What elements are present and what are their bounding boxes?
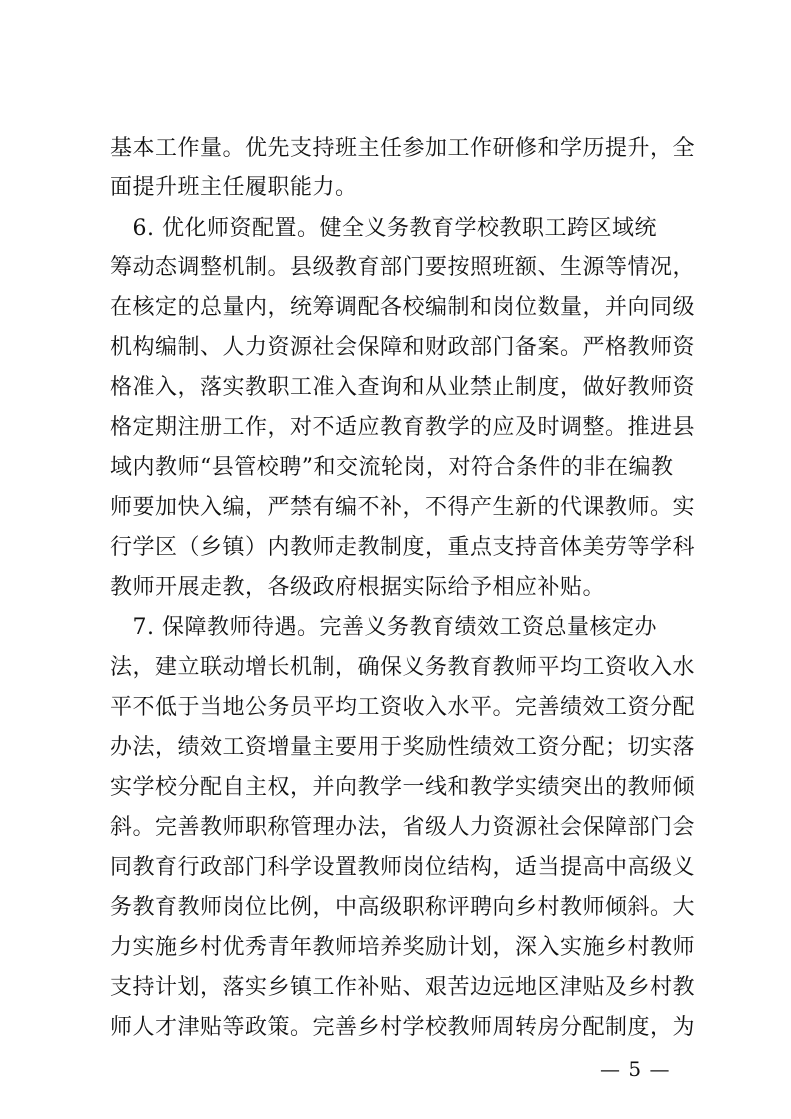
text-line: 斜。完善教师职称管理办法，省级人力资源社会保障部门会: [110, 815, 696, 840]
text-line: 同教育行政部门科学设置教师岗位结构，适当提高中高级义: [110, 855, 696, 880]
text-line: 筹动态调整机制。县级教育部门要按照班额、生源等情况，: [110, 255, 696, 280]
text-line: 在核定的总量内，统筹调配各校编制和岗位数量，并向同级: [110, 295, 696, 320]
text-line: 平不低于当地公务员平均工资收入水平。完善绩效工资分配: [110, 695, 696, 720]
text-line: 实学校分配自主权，并向教学一线和教学实绩突出的教师倾: [110, 775, 696, 800]
text-line: 格准入，落实教职工准入查询和从业禁止制度，做好教师资: [110, 375, 696, 400]
text-line: 法，建立联动增长机制，确保义务教育教师平均工资收入水: [110, 655, 696, 680]
text-line: 行学区（乡镇）内教师走教制度，重点支持音体美劳等学科: [110, 535, 696, 560]
text-line: 面提升班主任履职能力。: [110, 175, 358, 200]
text-line: 域内教师“县管校聘”和交流轮岗，对符合条件的非在编教: [110, 455, 674, 480]
text-line: 办法，绩效工资增量主要用于奖励性绩效工资分配；切实落: [110, 735, 696, 760]
text-line: 务教育教师岗位比例，中高级职称评聘向乡村教师倾斜。大: [110, 895, 696, 920]
text-line: 教师开展走教，各级政府根据实际给予相应补贴。: [110, 575, 606, 600]
text-line: 师人才津贴等政策。完善乡村学校教师周转房分配制度，为: [110, 1015, 696, 1040]
text-line: 师要加快入编，严禁有编不补，不得产生新的代课教师。实: [110, 495, 696, 520]
text-line: 支持计划，落实乡镇工作补贴、艰苦边远地区津贴及乡村教: [110, 975, 696, 1000]
text-line: 6. 优化师资配置。健全义务教育学校教职工跨区域统: [110, 216, 657, 241]
text-line: 基本工作量。优先支持班主任参加工作研修和学历提升，全: [110, 136, 696, 161]
page-number: — 5 —: [600, 1057, 671, 1081]
text-line: 机构编制、人力资源社会保障和财政部门备案。严格教师资: [110, 335, 696, 360]
text-line: 7. 保障教师待遇。完善义务教育绩效工资总量核定办: [110, 615, 657, 640]
text-line: 力实施乡村优秀青年教师培养奖励计划，深入实施乡村教师: [110, 935, 696, 960]
text-line: 格定期注册工作，对不适应教育教学的应及时调整。推进县: [110, 415, 696, 440]
